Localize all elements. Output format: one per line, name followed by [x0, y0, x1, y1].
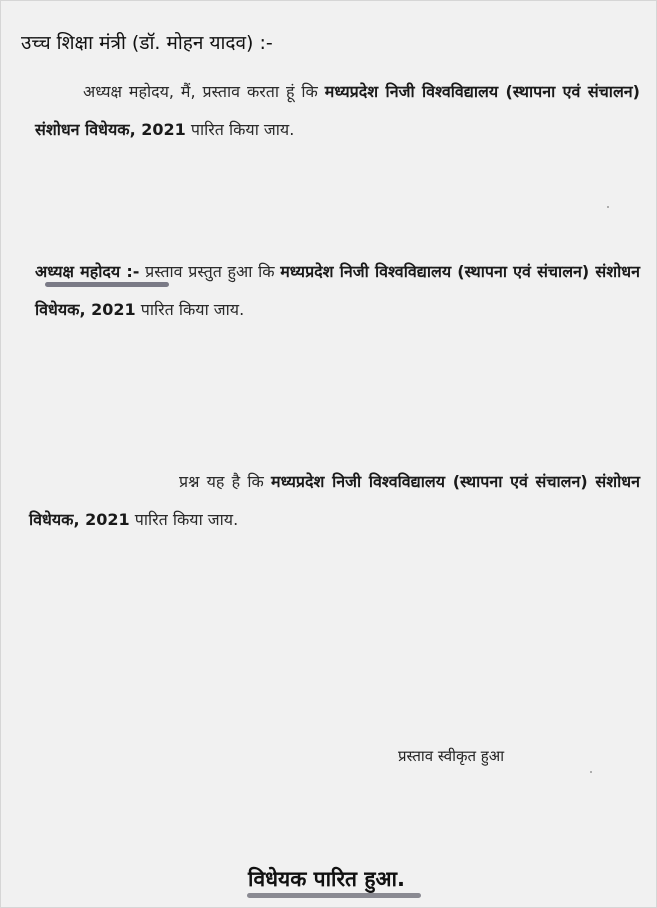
speaker-underline — [45, 282, 169, 287]
speaker-outro: पारित किया जाय. — [135, 300, 245, 319]
speaker-label: अध्यक्ष महोदय :- — [35, 262, 140, 281]
speaker-intro: प्रस्ताव प्रस्तुत हुआ कि — [139, 262, 281, 281]
bill-passed: विधेयक पारित हुआ. — [248, 867, 405, 891]
scan-speck — [590, 771, 592, 773]
question-paragraph — [29, 463, 640, 539]
motion-bill-name: मध्यप्रदेश निजी विश्वविद्यालय (स्थापना एवं संचालन) संशोधन विधेयक, 2021 — [35, 82, 640, 139]
scan-speck — [607, 206, 609, 208]
motion-paragraph — [35, 73, 640, 149]
motion-accepted: प्रस्ताव स्वीकृत हुआ — [398, 747, 505, 765]
question-outro: पारित किया जाय. — [129, 510, 239, 529]
motion-outro: पारित किया जाय. — [185, 120, 295, 139]
question-bill-name: मध्यप्रदेश निजी विश्वविद्यालय (स्थापना एवं संचालन) संशोधन विधेयक, 2021 — [29, 472, 640, 529]
speaker-bill-name: मध्यप्रदेश निजी विश्वविद्यालय (स्थापना एवं संचालन) संशोधन विधेयक, 2021 — [35, 262, 640, 319]
speaker-paragraph — [35, 253, 640, 329]
minister-heading: उच्च शिक्षा मंत्री (डॉ. मोहन यादव) :- — [21, 32, 273, 54]
motion-intro: अध्यक्ष महोदय, मैं, प्रस्ताव करता हूं कि — [83, 82, 325, 101]
question-intro: प्रश्न यह है कि — [179, 472, 272, 491]
bill-passed-underline — [247, 893, 421, 898]
